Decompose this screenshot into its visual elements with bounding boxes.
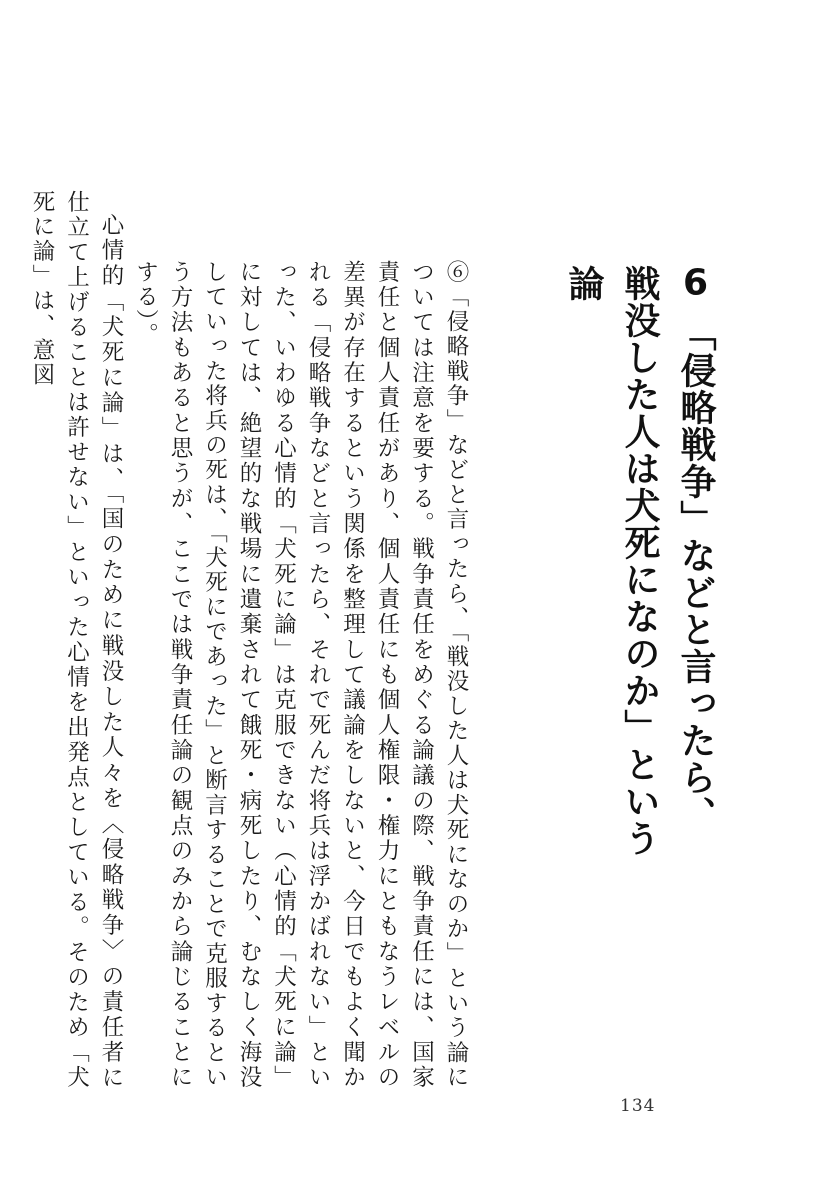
section-heading: [555, 265, 723, 885]
section-heading-line1: [667, 265, 723, 885]
section-number: 6: [682, 265, 709, 301]
paragraph: 心情的「犬死に論」は、「国のために戦没した人々を〈侵略戦争〉の責任者に仕立て上げることは許せない」といった心情を出発点としている。そのため「犬死に論」は、意図: [29, 190, 124, 1090]
paragraph: ⑥「侵略戦争」などと言ったら、「戦没した人は犬死になのか」という論については注意を要する。戦争責任をめぐる論議の際、戦争責任には、国家責任と個人責任があり、個人責任にも個人権限・権力にともなうレベルの差異が存在するという関係を整理して議論をしないと、今日でもよく聞かれる「侵略戦争などと言ったら、それで死んだ将兵は浮かばれない」といった、いわゆる心情的「犬死に論」は克服できない（心情的「犬死に論」に対しては、絶望的な戦場に遺棄されて餓死・病死したり、むなしく海没していった将兵の死は、「犬死にであった」と断言することで克服するという方法もあると思うが、ここでは戦争責任論の観点のみから論じることにする）。: [132, 260, 469, 1090]
section-title-part1: 「侵略戦争」などと言ったら、: [675, 315, 716, 833]
section-heading-line2: 戦没した人は犬死になのか」という論: [563, 265, 660, 857]
body-text: [29, 190, 473, 1090]
page-number: 134: [620, 1096, 656, 1116]
